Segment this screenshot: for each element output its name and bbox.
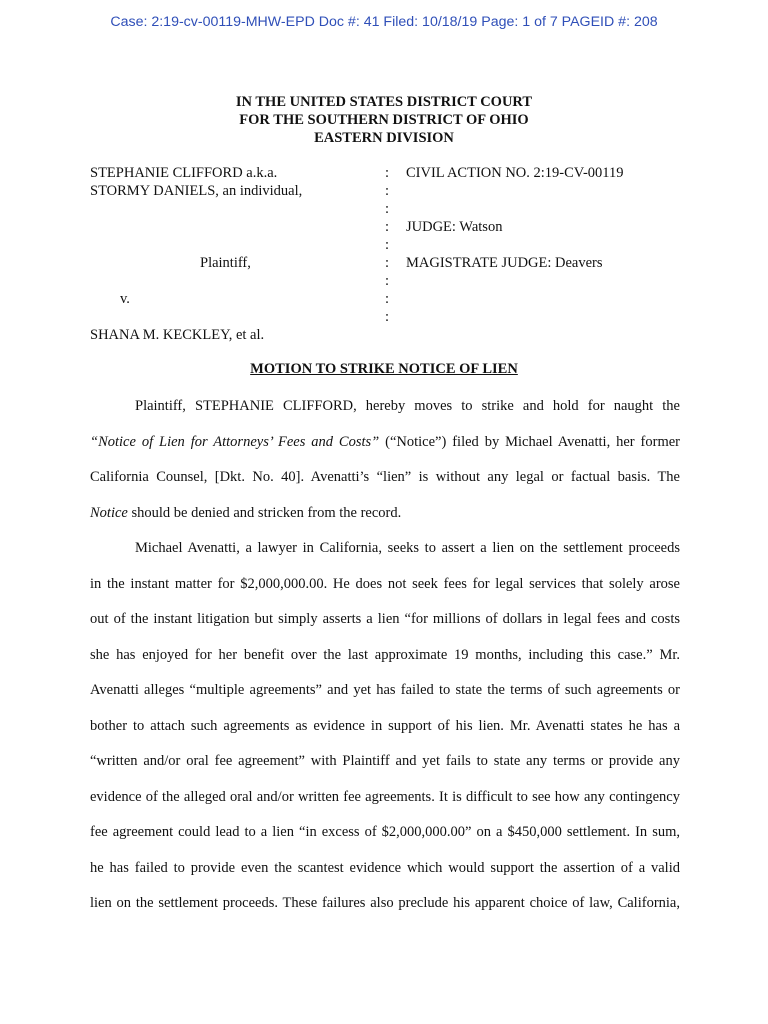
court-heading [0, 93, 768, 147]
paragraph-line: bother to attach such agreements as evidence in support of his lien. Mr. Avenatti states he has a [90, 717, 680, 734]
paragraph-line: out of the instant litigation but simply asserts a lien “for millions of dollars in legal fees and costs [90, 611, 680, 627]
caption-colon: : [384, 201, 390, 217]
defendant-name: SHANA M. KECKLEY, et al. [90, 327, 265, 343]
paragraph-2 [90, 531, 680, 922]
paragraph-line: Plaintiff, STEPHANIE CLIFFORD, hereby moves to strike and hold for naught the [135, 398, 680, 414]
versus-label: v. [120, 291, 130, 307]
paragraph-line-rest: (“Notice”) filed by Michael Avenatti, her former [379, 433, 680, 450]
judge-name: JUDGE: Watson [406, 219, 503, 235]
plaintiff-label: Plaintiff, [200, 255, 251, 271]
paragraph-line: “written and/or oral fee agreement” with Plaintiff and yet fails to state any terms or provide any [90, 753, 680, 769]
paragraph-line: fee agreement could lead to a lien “in excess of $2,000,000.00” on a $450,000 settlement. In sum, [90, 824, 680, 840]
paragraph-line [90, 496, 680, 532]
notice-italic: Notice [90, 504, 128, 521]
paragraph-line: she has enjoyed for her benefit over the last approximate 19 months, including this case.” Mr. [90, 646, 680, 663]
paragraph-line: lien on the settlement proceeds. These failures also preclude his apparent choice of law, California, [90, 895, 680, 911]
paragraph-line: in the instant matter for $2,000,000.00. He does not seek fees for legal services that solely arose [90, 575, 680, 592]
court-line-2: FOR THE SOUTHERN DISTRICT OF OHIO [239, 112, 529, 128]
case-header: Case: 2:19-cv-00119-MHW-EPD Doc #: 41 Filed: 10/18/19 Page: 1 of 7 PAGEID #: 208 [110, 14, 658, 30]
caption-colon: : [384, 237, 390, 253]
court-line-1: IN THE UNITED STATES DISTRICT COURT [235, 94, 533, 110]
plaintiff-name-line-1: STEPHANIE CLIFFORD a.k.a. [90, 165, 278, 181]
paragraph-line: he has failed to provide even the scantest evidence which would support the assertion of a valid [90, 859, 680, 876]
caption-colon: : [384, 309, 390, 325]
paragraph-line-rest: should be denied and stricken from the record. [127, 504, 402, 521]
plaintiff-name-line-2: STORMY DANIELS, an individual, [90, 183, 303, 199]
caption-colon: : [384, 183, 390, 199]
paragraph-1 [90, 389, 680, 531]
caption-colon: : [384, 255, 390, 271]
civil-action-number: CIVIL ACTION NO. 2:19-CV-00119 [406, 165, 624, 181]
notice-title-italic: “Notice of Lien for Attorneys’ Fees and Costs” [90, 433, 380, 450]
motion-title: MOTION TO STRIKE NOTICE OF LIEN [250, 361, 518, 377]
caption-colon: : [384, 291, 390, 307]
paragraph-line [90, 425, 680, 461]
paragraph-line: Avenatti alleges “multiple agreements” and yet has failed to state the terms of such agreements or [90, 682, 680, 698]
paragraph-line: California Counsel, [Dkt. No. 40]. Avenatti’s “lien” is without any legal or factual basis. The [90, 469, 680, 485]
court-line-3: EASTERN DIVISION [314, 130, 454, 146]
motion-body [90, 389, 680, 922]
paragraph-line: evidence of the alleged oral and/or written fee agreements. It is difficult to see how any contingency [90, 788, 680, 805]
caption-colon: : [384, 219, 390, 235]
paragraph-line: Michael Avenatti, a lawyer in California, seeks to assert a lien on the settlement proceeds [135, 540, 680, 556]
magistrate-judge-name: MAGISTRATE JUDGE: Deavers [406, 255, 603, 271]
caption-colon: : [384, 165, 390, 181]
caption-colon: : [384, 273, 390, 289]
